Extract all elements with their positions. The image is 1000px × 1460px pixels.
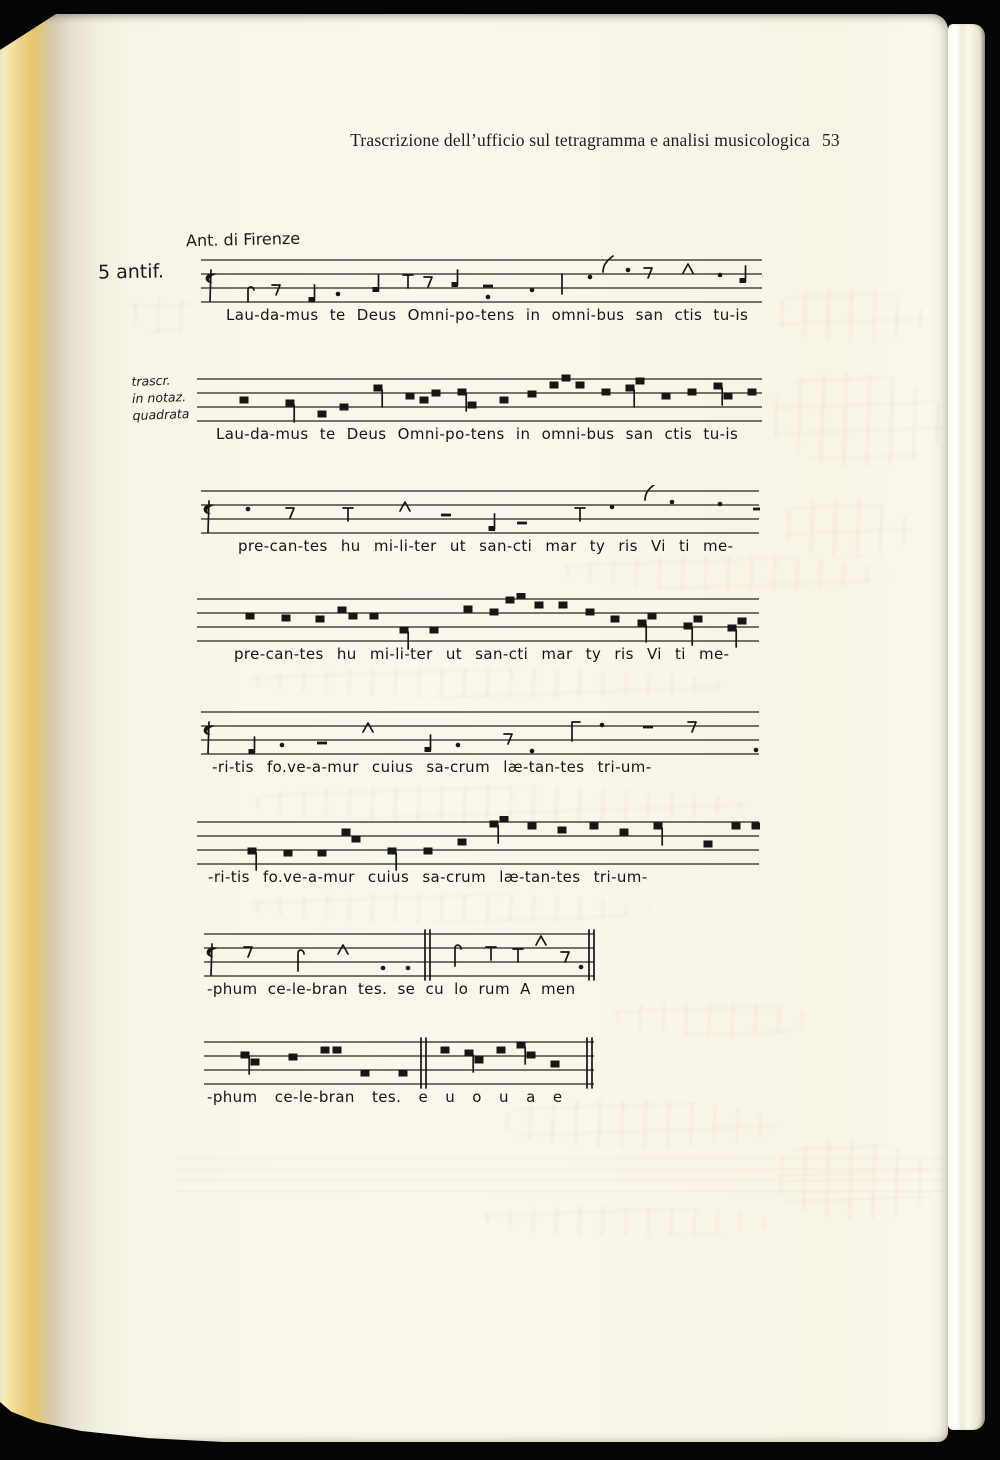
staff-lines-and-neumes bbox=[200, 485, 760, 545]
page-stack-edge bbox=[948, 24, 985, 1430]
lyric-line: pre-can-tes hu mi-li-ter ut san-cti mar ty ris Vi ti me- bbox=[234, 645, 730, 663]
lyric-line: -ri-tis fo.ve-a-mur cuius sa-crum læ-tan-tes tri-um- bbox=[212, 758, 652, 776]
lyric-line: Lau-da-mus te Deus Omni-po-tens in omni-bus san ctis tu-is bbox=[216, 425, 739, 443]
bleedthrough-mark bbox=[610, 1002, 820, 1036]
staff-lines-and-neumes bbox=[200, 706, 760, 766]
lyric-line: Lau-da-mus te Deus Omni-po-tens in omni-bus san ctis tu-is bbox=[226, 306, 749, 324]
bleedthrough-mark bbox=[480, 1206, 780, 1236]
page-number: 53 bbox=[821, 130, 840, 150]
annotation-antiphon-source: Ant. di Firenze bbox=[185, 228, 301, 251]
lyric-line: -phum ce-le-bran tes. e u o u a e bbox=[207, 1088, 563, 1106]
staff-lines-and-neumes bbox=[200, 254, 763, 314]
staff-3-cursive bbox=[200, 485, 760, 555]
lyric-line: pre-can-tes hu mi-li-ter ut san-cti mar ty ris Vi ti me- bbox=[238, 537, 734, 555]
annotation-antiphon-number: 5 antif. bbox=[97, 260, 165, 284]
annotation-transcription-note bbox=[131, 371, 190, 424]
staff-2-square bbox=[196, 373, 763, 443]
staff-lines-and-neumes bbox=[196, 593, 760, 653]
staff-4-square bbox=[196, 593, 760, 663]
staff-lines-and-neumes bbox=[196, 816, 760, 876]
running-title: Trascrizione dell’ufficio sul tetragramma e analisi musicologica bbox=[350, 130, 810, 150]
annotation-line: in notaz. bbox=[131, 389, 187, 406]
staff-7-cursive bbox=[203, 928, 595, 998]
staff-8-square bbox=[203, 1036, 595, 1106]
bleedthrough-mark bbox=[128, 296, 198, 334]
page-header bbox=[270, 130, 920, 151]
staff-lines-and-neumes bbox=[203, 928, 595, 988]
bleedthrough-staff bbox=[175, 1158, 945, 1196]
staff-lines-and-neumes bbox=[203, 1036, 595, 1096]
staff-5-cursive bbox=[200, 706, 760, 776]
annotation-line: trascr. bbox=[131, 372, 171, 389]
annotation-line: quadrata bbox=[132, 406, 190, 423]
bleedthrough-mark bbox=[560, 556, 890, 590]
staff-6-square bbox=[196, 816, 760, 886]
bleedthrough-mark bbox=[250, 893, 650, 923]
staff-1-cursive bbox=[200, 254, 763, 324]
staff-lines-and-neumes bbox=[196, 373, 763, 433]
lyric-line: -ri-tis fo.ve-a-mur cuius sa-crum læ-tan-tes tri-um- bbox=[208, 868, 648, 886]
lyric-line: -phum ce-le-bran tes. se cu lo rum A men bbox=[207, 980, 576, 998]
bleedthrough-mark bbox=[250, 668, 730, 698]
